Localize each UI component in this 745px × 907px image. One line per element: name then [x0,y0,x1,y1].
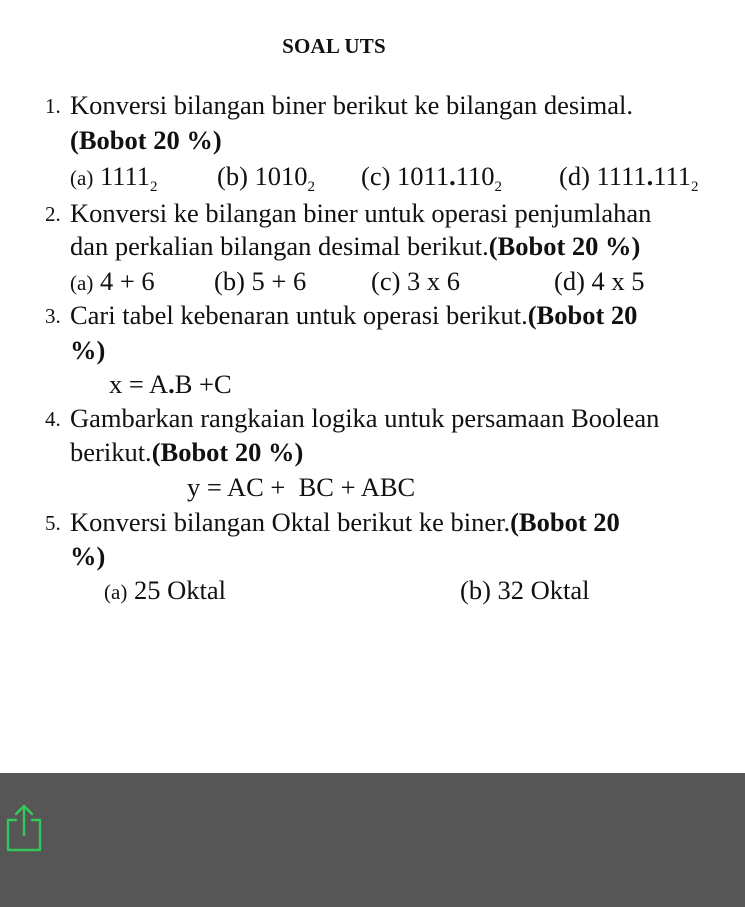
question-weight: (Bobot 20 [510,507,620,537]
question-text: Konversi ke bilangan biner untuk operasi penjumlahan [70,198,652,228]
share-button[interactable] [2,803,44,853]
question-1 [45,88,720,122]
question-4-formula: y = AC + BC + ABC [187,472,416,502]
option-a: (a) 25 Oktal [104,575,226,605]
question-3-weight-end: %) [70,335,106,365]
question-3-formula: x = A.B +C [109,369,232,399]
question-weight: (Bobot 20 %) [151,437,304,467]
question-2-line-2 [70,229,720,263]
question-number: 3. [45,304,61,328]
question-4-line-2 [70,435,720,469]
option-a: (a) 4 + 6 [70,266,155,296]
question-number: 2. [45,202,61,226]
option-b: (b) 32 Oktal [460,575,590,605]
question-5 [45,505,720,539]
question-5-weight-end: %) [70,541,106,571]
share-icon [2,803,44,853]
question-1-options [70,159,730,193]
question-2 [45,196,720,230]
option-c: (c) 3 x 6 [371,266,461,296]
question-text: Gambarkan rangkaian logika untuk persamaan Boolean [70,403,660,433]
question-number: 4. [45,407,61,431]
option-b: (b) $1010_2$ [217,161,316,195]
page-title: SOAL UTS [282,34,386,58]
option-d: (d) $1111.111_2$ [559,161,699,195]
question-number: 1. [45,94,61,118]
option-a: (a) $1111_2$ [70,161,158,195]
option-c: (c) $1011.110_2$ [361,161,502,195]
question-5-options [104,573,745,607]
option-b: (b) 5 + 6 [214,266,307,296]
question-text: Konversi bilangan Oktal berikut ke biner. [70,507,511,537]
question-2-options [70,264,730,298]
question-weight: (Bobot 20 [527,300,638,330]
option-d: (d) 4 x 5 [554,266,645,296]
question-4 [45,401,720,435]
question-number: 5. [45,511,61,535]
question-text: dan perkalian bilangan desimal berikut. [70,231,489,261]
bottom-toolbar [0,773,745,907]
question-text: Konversi bilangan biner berikut ke bilangan desimal. [70,90,633,120]
question-text: Cari tabel kebenaran untuk operasi berikut. [70,300,528,330]
question-text: berikut. [70,437,152,467]
question-weight: (Bobot 20 %) [488,231,641,261]
question-3 [45,298,720,332]
question-1-weight: (Bobot 20 %) [70,125,222,155]
